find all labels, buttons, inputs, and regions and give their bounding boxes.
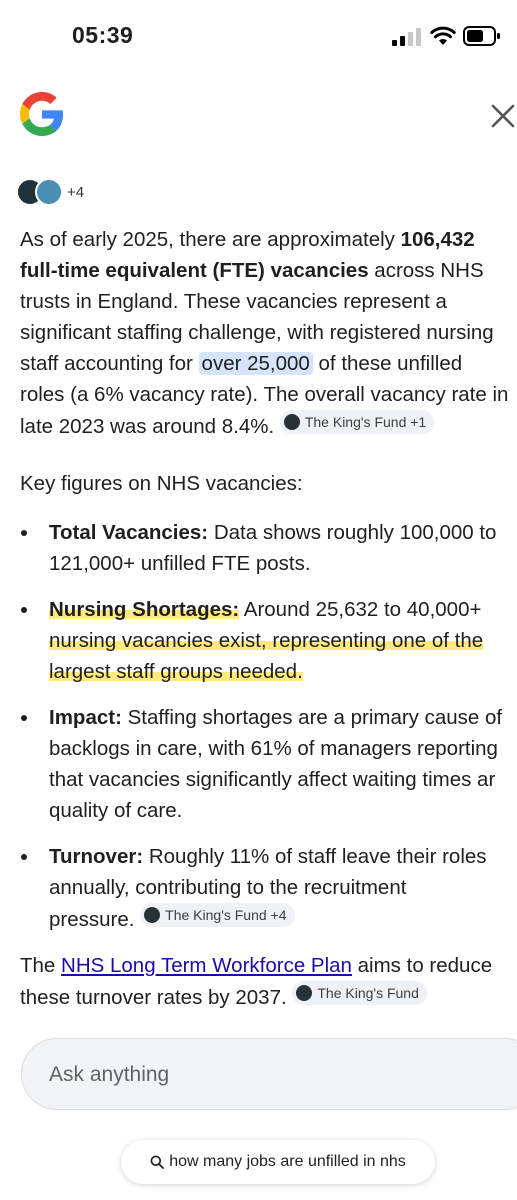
text: of these unfilled — [312, 352, 463, 375]
text: largest staff groups needed. — [49, 660, 303, 683]
bullet-line — [49, 625, 517, 656]
bullet-line — [49, 903, 517, 935]
status-time: 05:39 — [72, 22, 134, 48]
bullet-line — [49, 517, 517, 548]
kings-fund-logo-icon — [284, 414, 300, 430]
bold-text: 106,432 — [400, 228, 475, 251]
list-item — [20, 594, 517, 687]
kings-fund-logo-icon — [144, 907, 160, 923]
cellular-signal-icon — [392, 28, 422, 46]
bullet-line — [49, 841, 517, 872]
key-figures-heading: Key figures on NHS vacancies: — [20, 472, 303, 495]
search-query-text: how many jobs are unfilled in nhs — [169, 1153, 406, 1170]
overview-line: significant staffing challenge, with registered nursing — [20, 321, 494, 344]
source-avatars[interactable] — [16, 176, 84, 208]
bullet-line: 121,000+ unfilled FTE posts. — [49, 552, 311, 575]
source-more-count[interactable]: +4 — [67, 183, 85, 201]
list-item — [20, 517, 517, 579]
text: Data shows roughly 100,000 to — [208, 521, 497, 544]
text: pressure. — [49, 908, 141, 931]
ask-input[interactable] — [47, 1057, 491, 1093]
list-item — [20, 841, 517, 935]
bullet-line — [49, 656, 517, 687]
text: Around 25,632 to 40,000+ — [239, 598, 482, 621]
close-icon[interactable] — [490, 103, 516, 129]
overview-line — [20, 981, 517, 1013]
search-icon — [150, 1155, 164, 1169]
source-chip-label: The King's Fund +1 — [304, 414, 427, 430]
source-chip[interactable] — [280, 410, 434, 434]
kings-fund-logo-icon — [296, 985, 312, 1001]
overview-line — [20, 410, 517, 442]
source-chip[interactable] — [140, 903, 294, 927]
source-avatar-hsj[interactable] — [35, 178, 63, 206]
text: As of early 2025, there are approximately — [20, 228, 401, 251]
overview-line: roles (a 6% vacancy rate). The overall vacancy rate in — [20, 383, 509, 406]
source-chip-label: The King's Fund — [317, 985, 419, 1001]
text: these turnover rates by 2037. — [20, 986, 293, 1009]
bullet-title: Nursing Shortages: — [49, 598, 240, 621]
text: Staffing shortages are a primary cause of — [121, 706, 503, 729]
ask-bar[interactable] — [21, 1038, 517, 1110]
text: Roughly 11% of staff leave their roles — [143, 845, 487, 868]
bullet-line — [49, 702, 517, 733]
source-chip[interactable] — [292, 981, 427, 1005]
overview-line — [20, 950, 517, 981]
overview-line: trusts in England. These vacancies represent a — [20, 290, 447, 313]
bullet-title: Total Vacancies: — [49, 521, 209, 544]
bold-text: full-time equivalent (FTE) vacancies — [20, 259, 369, 282]
bullet-line: annually, contributing to the recruitment — [49, 876, 407, 899]
bullet-title: Turnover: — [49, 845, 144, 868]
status-bar — [0, 0, 517, 70]
text: late 2023 was around 8.4%. — [20, 415, 280, 438]
bullet-line: backlogs in care, with 61% of managers reporting — [49, 737, 498, 760]
bullet-line — [49, 594, 517, 625]
battery-icon — [463, 26, 501, 46]
highlighted-fact[interactable]: over 25,000 — [199, 352, 313, 375]
text: across NHS — [368, 259, 484, 282]
workforce-plan-link[interactable]: NHS Long Term Workforce Plan — [61, 954, 352, 977]
text: staff accounting for — [20, 352, 199, 375]
list-item — [20, 702, 517, 826]
key-figures-list — [20, 517, 517, 935]
source-chip-label: The King's Fund +4 — [165, 907, 287, 923]
overview-line — [20, 348, 517, 379]
text: aims to reduce — [351, 954, 493, 977]
text: nursing vacancies exist, representing one of the — [49, 629, 484, 652]
ai-overview-content — [20, 224, 517, 1013]
search-query-pill[interactable] — [121, 1140, 435, 1184]
google-logo[interactable] — [20, 92, 64, 136]
wifi-icon — [430, 25, 456, 47]
text: The — [20, 954, 62, 977]
overview-line — [20, 224, 517, 255]
overview-line — [20, 255, 517, 286]
bullet-line: that vacancies significantly affect waiting times ar — [49, 768, 496, 791]
bullet-line: quality of care. — [49, 799, 183, 822]
bullet-title: Impact: — [49, 706, 122, 729]
